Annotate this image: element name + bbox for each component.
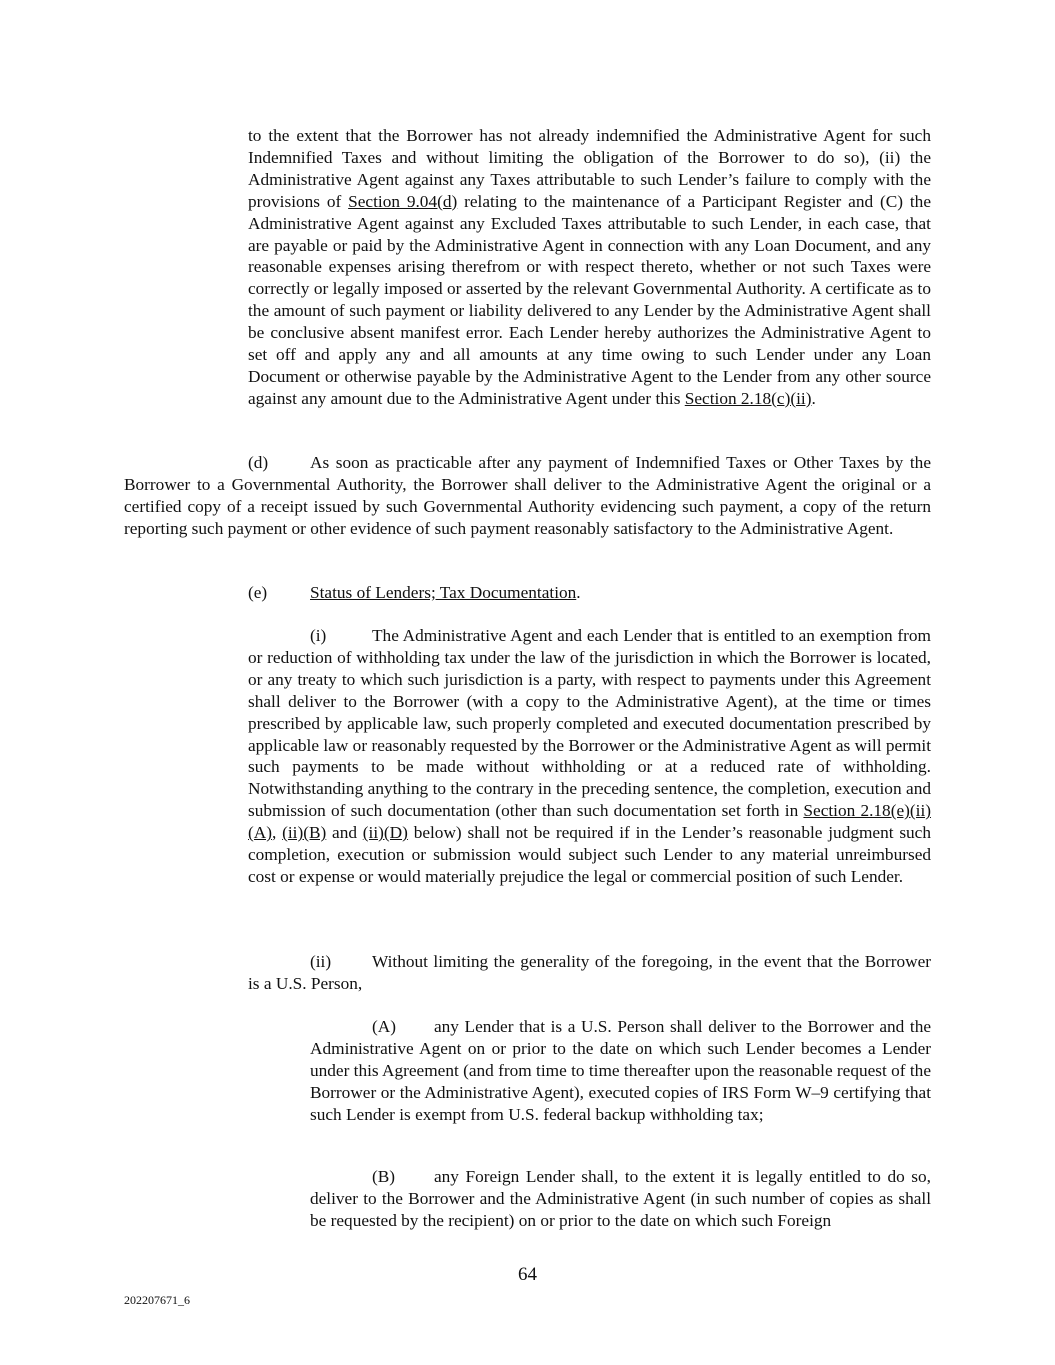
ii-b-reference: (ii)(B) <box>282 823 327 843</box>
clause-e-ii-a-label: (A) <box>372 1017 396 1036</box>
clause-e-i-label: (i) <box>310 626 327 645</box>
clause-e-title: Status of Lenders; Tax Documentation <box>310 583 577 602</box>
clause-e-label: (e) <box>248 583 268 602</box>
clause-c-continuation <box>248 125 931 410</box>
clause-e-ii-a <box>310 1016 931 1126</box>
section-2-18-e-ii-a-reference: Section 2.18(e)(ii)(A) <box>248 801 931 843</box>
clause-c-text-1: to the extent that the Borrower has not already indemnified the Administrative Agent for such Indemnified Taxes and without limiting the obligation of the Borrower to do so), (ii) the Administrative Agent against any Taxes attributable to such Lender’s failure to comply with the provisions of <box>248 126 931 211</box>
clause-e-ii-b <box>310 1166 931 1232</box>
clause-e-ii-a-text: any Lender that is a U.S. Person shall deliver to the Borrower and the Administrative Agent on or prior to the date on which such Lender becomes a Lender under this Agreement (and from time to time thereafter upon the reasonable request of the Borrower or the Administrative Agent), executed copies of IRS Form W–9 certifying that such Lender is exempt from U.S. federal backup withholding tax; <box>310 1017 931 1124</box>
clause-e-i-text-1: The Administrative Agent and each Lender that is entitled to an exemption from or reduction of withholding tax under the law of the jurisdiction in which the Borrower is located, or any treaty to which such jurisdiction is a party, with respect to payments under this Agreement shall deliver to the Borrower (with a copy to the Administrative Agent), at the time or times prescribed by applicable law, such properly completed and executed documentation prescribed by applicable law or reasonably requested by the Borrower or the Administrative Agent as will permit such payments to be made without withholding or at a reduced rate of withholding. Notwithstanding anything to the contrary in the preceding sentence, the completion, execution and submission of such documentation (other than such documentation set forth in <box>248 626 931 821</box>
clause-e-ii-text: Without limiting the generality of the foregoing, in the event that the Borrower is a U.S. Person, <box>248 952 931 993</box>
section-9-04-d-reference: Section 9.04(d) <box>348 191 458 211</box>
clause-d <box>124 452 931 540</box>
clause-d-label: (d) <box>248 453 269 472</box>
clause-e-ii-b-text: any Foreign Lender shall, to the extent it is legally entitled to do so, deliver to the Borrower and the Administrative Agent (in such number of copies as shall be requested by the recipient) on or prior to the date on which such Foreign <box>310 1167 931 1230</box>
clause-e-i-sep-2: and <box>326 823 363 843</box>
clause-e-i-sep-1: , <box>272 823 283 843</box>
document-id: 202207671_6 <box>124 1293 190 1307</box>
clause-c-text-3: . <box>811 388 816 408</box>
section-2-18-c-ii-reference: Section 2.18(c)(ii) <box>684 388 812 408</box>
clause-e-heading <box>248 582 931 604</box>
clause-e-i-text-2: below) shall not be required if in the Lender’s reasonable judgment such completion, execution or submission would subject such Lender to any material unreimbursed cost or expense or would materially prejudice the legal or commercial position of such Lender. <box>248 823 931 886</box>
clause-e-ii-label: (ii) <box>310 952 332 971</box>
ii-d-reference: (ii)(D) <box>362 823 408 843</box>
page-number: 64 <box>518 1264 537 1285</box>
clause-c-text-2: relating to the maintenance of a Participant Register and (C) the Administrative Agent against any Excluded Taxes attributable to such Lender, in each case, that are payable or paid by the Administrative Agent in connection with any Loan Document, and any reasonable expenses arising therefrom or with respect thereto, whether or not such Taxes were correctly or legally imposed or asserted by the relevant Governmental Authority. A certificate as to the amount of such payment or liability delivered to any Lender by the Administrative Agent shall be conclusive absent manifest error. Each Lender hereby authorizes the Administrative Agent to set off and apply any and all amounts at any time owing to such Lender under any Loan Document or otherwise payable by the Administrative Agent to the Lender from any other source against any amount due to the Administrative Agent under this <box>248 191 931 408</box>
clause-e-period: . <box>576 583 581 602</box>
clause-d-text: As soon as practicable after any payment of Indemnified Taxes or Other Taxes by the Borrower to a Governmental Authority, the Borrower shall deliver to the Administrative Agent the original or a certified copy of a receipt issued by such Governmental Authority evidencing such payment, a copy of the return reporting such payment or other evidence of such payment reasonably satisfactory to the Administrative Agent. <box>124 453 931 538</box>
clause-e-i <box>248 625 931 888</box>
clause-e-ii-b-label: (B) <box>372 1167 396 1186</box>
clause-e-ii <box>248 951 931 995</box>
